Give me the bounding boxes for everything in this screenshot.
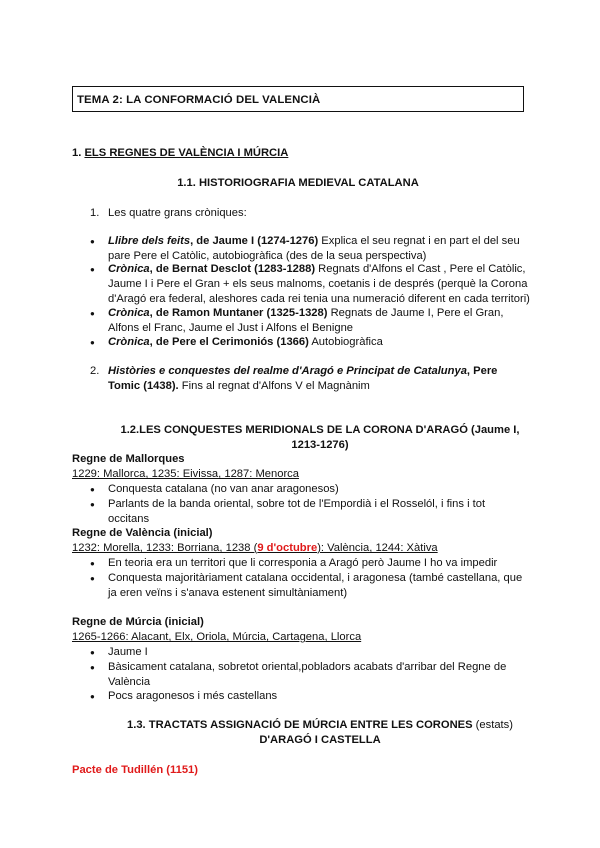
list-item: ● Jaume I [108,645,148,660]
list-item: ● Conquesta majoritàriament catalana occidental, i aragonesa (també castellana, que ja eren veïns i s'anava estenent simultàniament) [108,571,538,601]
murcia-heading: Regne de Múrcia (inicial) [72,616,204,628]
mallorques-heading: Regne de Mallorques [72,453,185,465]
list-item: Històries e conquestes del realme d'Aragó e Principat de Catalunya, Pere Tomic (1438). Fins al regnat d'Alfons V el Magnànim [108,365,498,392]
chronicle-item-2: ● Crònica, de Bernat Desclot (1283-1288) Regnats d'Alfons el Cast , Pere el Catòlic, Jaume I i Pere el Gran + els seus malnoms, coetanis i de després (perquè la Corona d'Aragó era federal, aleshores cada rei tenia una numeració diferent en cada territori) [108,262,538,307]
subsection-1-1-title: 1.1. HISTORIOGRAFIA MEDIEVAL CATALANA [177,177,419,189]
section-1-heading: 1. ELS REGNES DE VALÈNCIA I MÚRCIA [72,147,289,159]
list-item: ● Conquesta catalana (no van anar aragonesos) [108,482,339,497]
subsection-1-3-title: 1.3. TRACTATS ASSIGNACIÓ DE MÚRCIA ENTRE LES CORONES (estats) D'ARAGÓ I CASTELLA [126,719,513,746]
page-title: TEMA 2: LA CONFORMACIÓ DEL VALENCIÀ [72,86,524,112]
murcia-dates: 1265-1266: Alacant, Elx, Oriola, Múrcia, Cartagena, Llorca [72,631,362,643]
list-item: ● Pocs aragonesos i més castellans [108,689,277,704]
list-number: 2. [90,365,100,377]
list-number: 1. [90,207,100,219]
subsection-1-2-title: 1.2.LES CONQUESTES MERIDIONALS DE LA CORONA D'ARAGÓ (Jaume I, 1213-1276) [120,424,520,451]
list-item: ● Parlants de la banda oriental, sobre tot de l'Empordià i el Rosselól, i fins i tot occitans [108,497,528,527]
list-item: Les quatre grans cròniques: [108,207,247,219]
chronicle-item-3: ● Crònica, de Ramon Muntaner (1325-1328) Regnats de Jaume I, Pere el Gran, Alfons el Franc, Jaume el Just i Alfons el Benigne [108,306,528,336]
valencia-heading: Regne de València (inicial) [72,527,213,539]
mallorques-dates: 1229: Mallorca, 1235: Eivissa, 1287: Menorca [72,468,299,480]
chronicle-item-1: ● Llibre dels feits, de Jaume I (1274-1276) Explica el seu regnat i en part el del seu pare Pere el Catòlic, autobiogràfica (des de la seua perspectiva) [108,234,528,264]
valencia-dates: 1232: Morella, 1233: Borriana, 1238 (9 d'octubre): València, 1244: Xàtiva [72,542,438,554]
pacte-heading: Pacte de Tudillén (1151) [72,764,199,776]
list-item: ● En teoria era un territori que li corresponia a Aragó però Jaume I ho va impedir [108,556,497,571]
list-item: ● Bàsicament catalana, sobretot oriental,pobladors acabats d'arribar del Regne de València [108,660,528,690]
chronicle-item-4: ● Crònica, de Pere el Cerimoniós (1366) Autobiogràfica [108,335,528,350]
